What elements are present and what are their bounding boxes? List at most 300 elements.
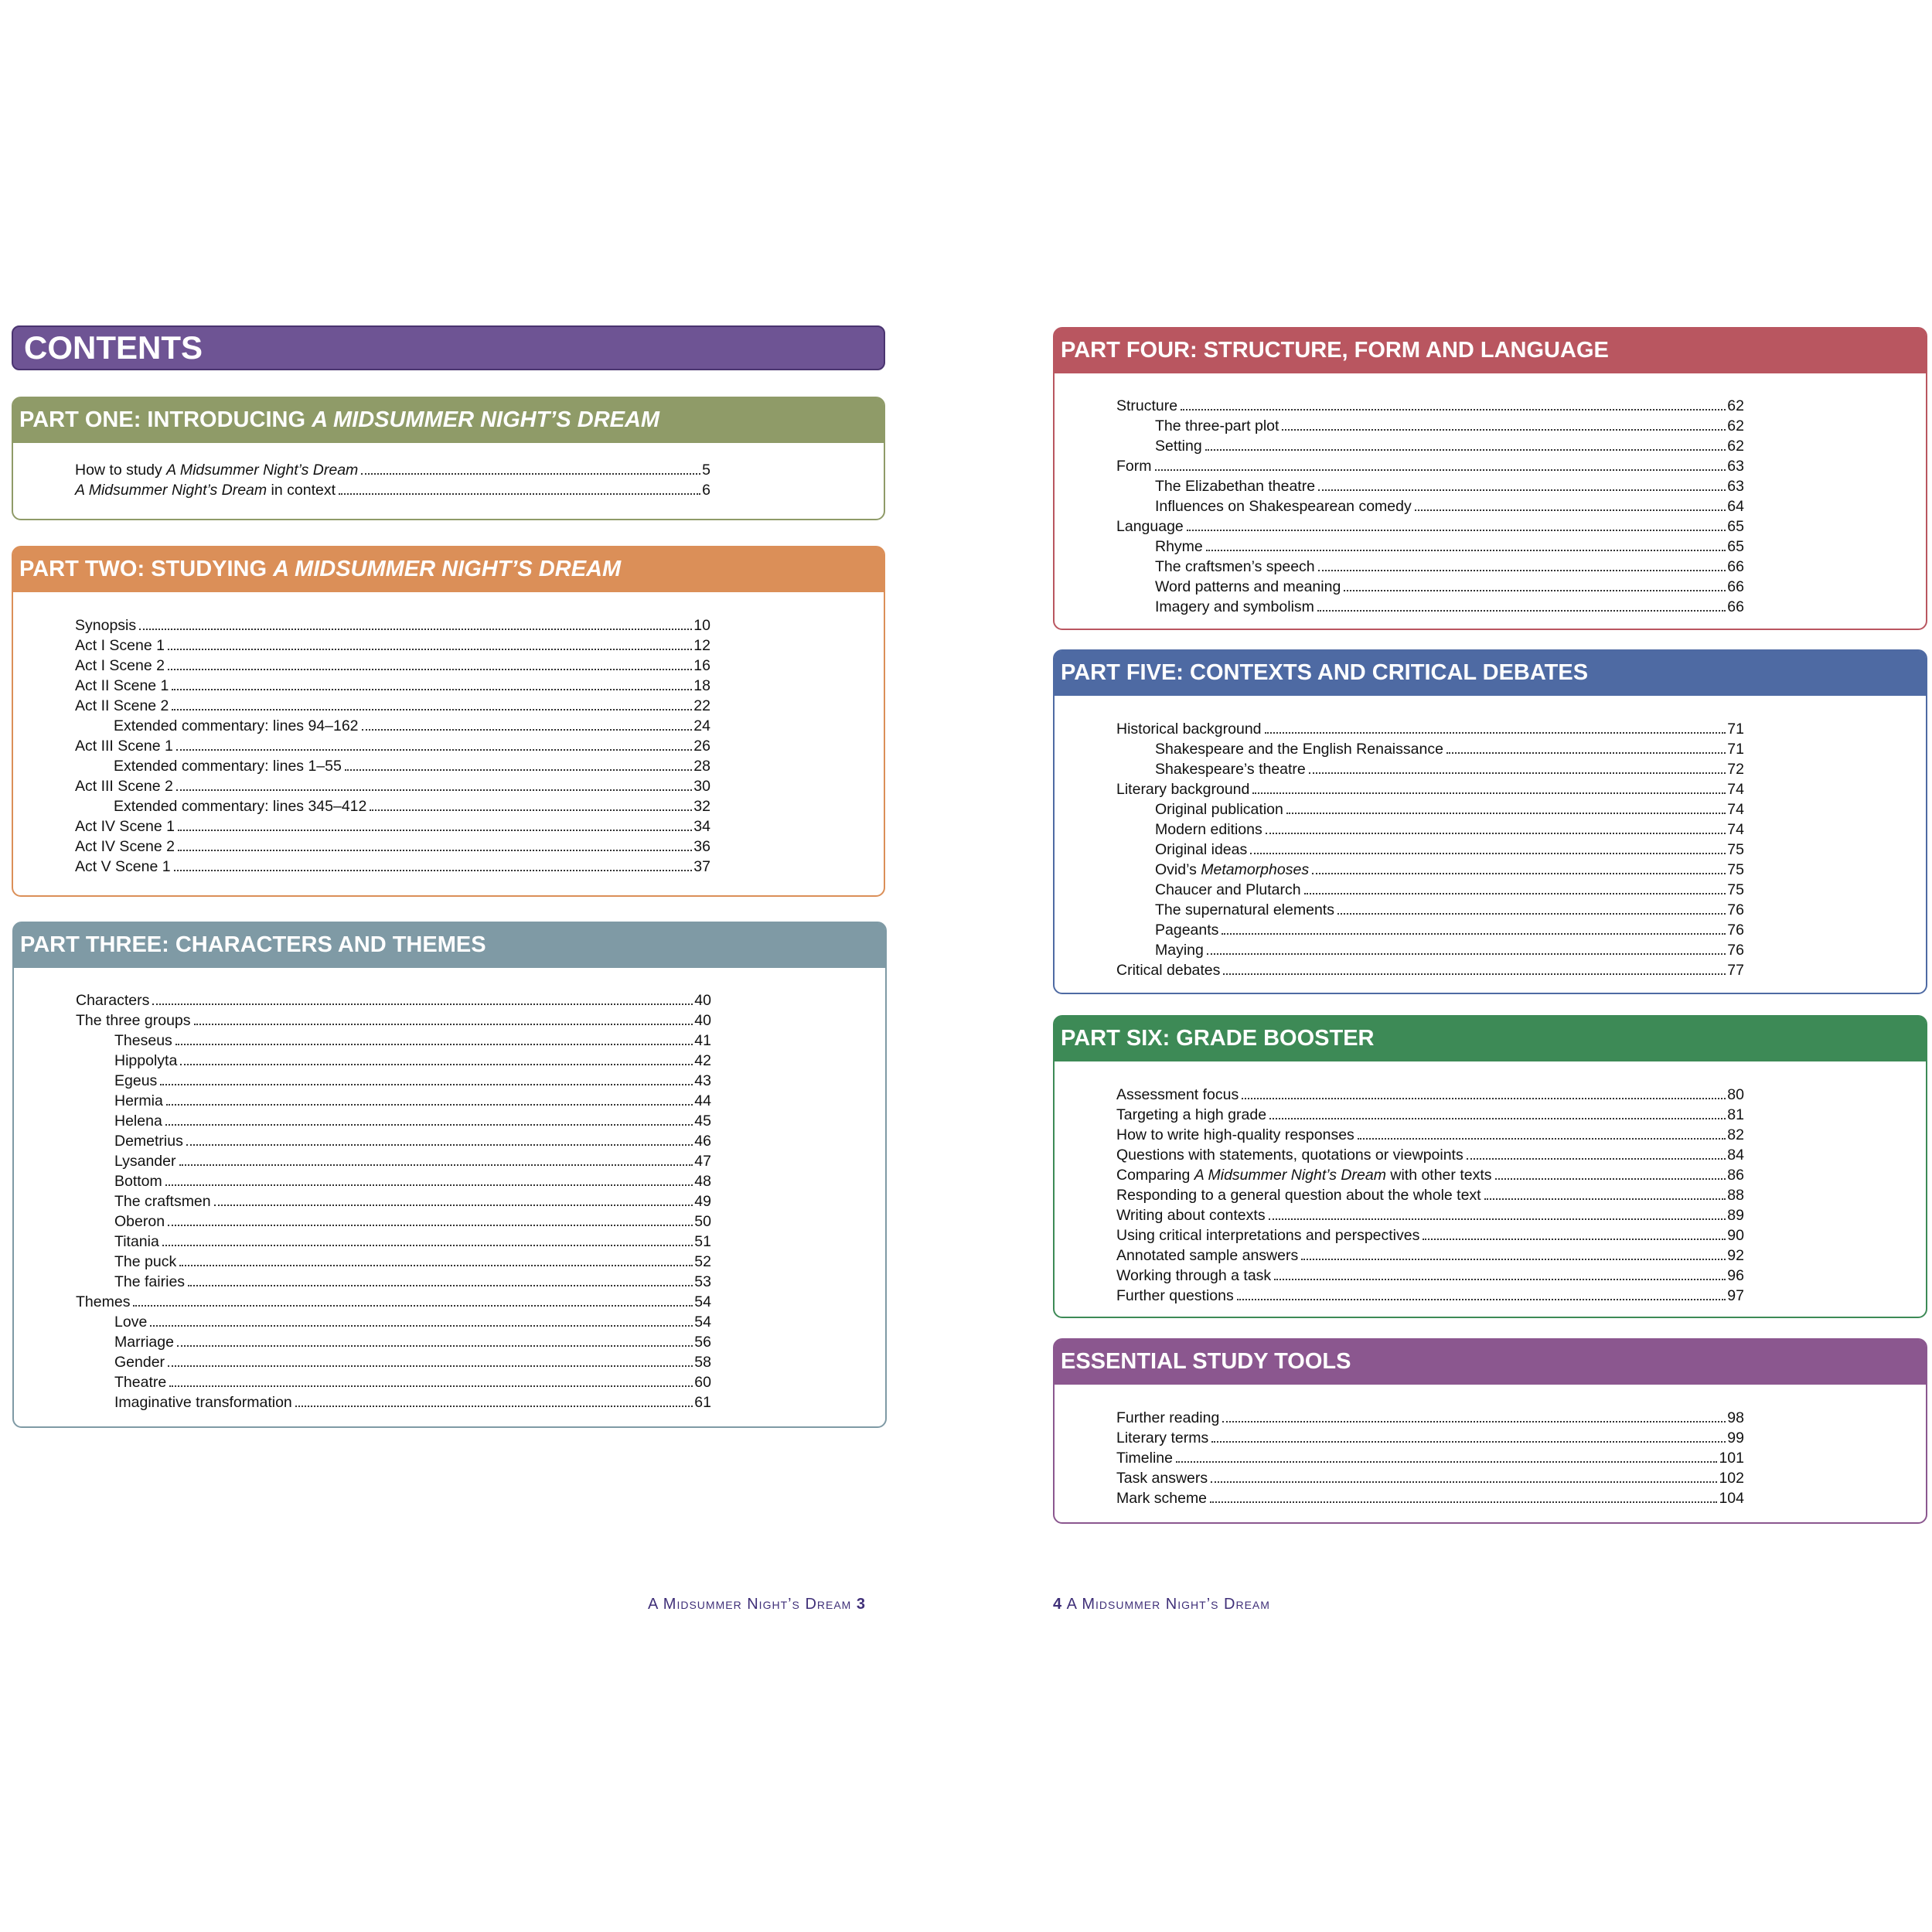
toc-entry[interactable]	[75, 635, 710, 656]
toc-entry-label	[1155, 759, 1306, 779]
toc-entry[interactable]	[114, 1272, 711, 1292]
toc-entry-label	[114, 1111, 162, 1131]
toc-page-number: 88	[1727, 1187, 1744, 1204]
toc-entry-label	[114, 1392, 292, 1412]
toc-entry[interactable]	[1116, 456, 1744, 476]
toc-entry-text: Act V Scene 1	[75, 858, 171, 875]
part-heading	[14, 923, 885, 968]
dot-leader	[1317, 610, 1726, 612]
toc-page-number: 26	[693, 738, 710, 755]
toc-entry-label	[1155, 880, 1301, 900]
toc-entry-label	[114, 796, 366, 816]
toc-entry-label	[1116, 1286, 1234, 1306]
toc-entry-text: Shakespeare’s theatre	[1155, 761, 1306, 778]
toc-entry[interactable]	[1155, 880, 1744, 900]
toc-entry-text: Working through a task	[1116, 1267, 1272, 1284]
toc-entry-label	[114, 1171, 162, 1191]
dot-leader	[345, 769, 692, 771]
dot-leader	[1274, 1279, 1726, 1280]
dot-leader	[1467, 1158, 1726, 1160]
toc-page-number: 45	[694, 1113, 711, 1130]
toc-entry[interactable]	[114, 1392, 711, 1412]
dot-leader	[1495, 1178, 1726, 1180]
toc-page-number: 6	[702, 482, 710, 499]
toc-entry[interactable]	[1116, 1286, 1744, 1306]
toc-page-number: 65	[1727, 538, 1744, 555]
toc-entry-label	[1116, 1085, 1239, 1105]
toc-page-number: 46	[694, 1133, 711, 1150]
dot-leader	[1207, 953, 1726, 955]
toc-page-number: 18	[693, 677, 710, 694]
toc-entry[interactable]	[1116, 1266, 1744, 1286]
toc-entry[interactable]	[114, 1352, 711, 1372]
toc-entry-label	[1116, 1225, 1419, 1245]
toc-entry-text: Structure	[1116, 397, 1178, 414]
toc-entry[interactable]	[114, 756, 710, 776]
toc-entry[interactable]	[1155, 940, 1744, 960]
toc-entry[interactable]	[114, 716, 710, 736]
toc-page-number: 30	[693, 778, 710, 795]
toc-entry[interactable]	[1155, 799, 1744, 819]
toc-entry[interactable]	[114, 1332, 711, 1352]
toc-entry[interactable]	[1116, 1488, 1744, 1508]
toc-entry-label	[1155, 597, 1314, 617]
toc-entry-label	[76, 990, 149, 1010]
toc-entry[interactable]	[1116, 1225, 1744, 1245]
toc-entry-label	[114, 1232, 159, 1252]
toc-entry-text: Theatre	[114, 1374, 167, 1391]
toc-entry-text: The three-part plot	[1155, 417, 1279, 434]
toc-entry-text: Writing about contexts	[1116, 1207, 1266, 1224]
part-heading-text: PART FIVE: CONTEXTS AND CRITICAL DEBATES	[1061, 660, 1589, 685]
toc-entry[interactable]	[114, 1171, 711, 1191]
dot-leader	[150, 1325, 693, 1327]
toc-entry[interactable]	[1116, 1185, 1744, 1205]
toc-page-number: 65	[1727, 518, 1744, 535]
toc-entry[interactable]	[1116, 1408, 1744, 1428]
dot-leader	[1318, 570, 1726, 571]
toc-entry[interactable]	[1116, 1125, 1744, 1145]
toc-page-number: 28	[693, 758, 710, 775]
toc-entry-label	[75, 736, 173, 756]
toc-entry[interactable]	[114, 1252, 711, 1272]
toc-entry-text: Mark scheme	[1116, 1490, 1208, 1507]
toc-entry-label	[1116, 396, 1177, 416]
toc-entry[interactable]	[1155, 577, 1744, 597]
toc-entry-text: Act III Scene 2	[75, 778, 173, 795]
toc-entry-text: Further questions	[1116, 1287, 1234, 1304]
toc-entry[interactable]	[114, 1031, 711, 1051]
toc-entry-text: Shakespeare and the English Renaissance	[1155, 741, 1443, 758]
toc-entry-text: Act II Scene 2	[75, 697, 169, 714]
toc-entry-label	[1155, 739, 1443, 759]
toc-entry[interactable]	[114, 1071, 711, 1091]
footer-left-page: 3	[856, 1596, 867, 1613]
part-heading-text: ESSENTIAL STUDY TOOLS	[1061, 1349, 1351, 1374]
toc-entry-text: Timeline	[1116, 1450, 1173, 1467]
toc-page-number: 62	[1727, 438, 1744, 455]
toc-entry[interactable]	[114, 1211, 711, 1232]
toc-entry[interactable]	[114, 1232, 711, 1252]
toc-entry-label	[75, 460, 358, 480]
toc-entry[interactable]	[1155, 840, 1744, 860]
dot-leader	[165, 1124, 693, 1126]
toc-page-number: 40	[694, 1012, 711, 1029]
toc-entry-text: Influences on Shakespearean comedy	[1155, 498, 1412, 515]
toc-page-number: 10	[693, 617, 710, 634]
toc-entry-text: Lysander	[114, 1153, 176, 1170]
toc-entry[interactable]	[1116, 719, 1744, 739]
toc-page-number: 43	[694, 1072, 711, 1089]
toc-entry[interactable]	[114, 1312, 711, 1332]
dot-leader	[1252, 792, 1726, 794]
dot-leader	[172, 709, 692, 710]
toc-page-number: 54	[694, 1293, 711, 1310]
dot-leader	[1176, 1461, 1717, 1463]
toc-page-number: 76	[1727, 922, 1744, 939]
dot-leader	[177, 1345, 693, 1347]
part-two-box	[12, 546, 885, 897]
toc-entry-label	[1116, 1145, 1463, 1165]
toc-entry[interactable]	[114, 1131, 711, 1151]
toc-entry-label	[1155, 537, 1203, 557]
toc-entry-text: Act IV Scene 2	[75, 838, 175, 855]
toc-entry[interactable]	[114, 1151, 711, 1171]
toc-entry-text: Imaginative transformation	[114, 1394, 292, 1411]
toc-entry[interactable]	[75, 480, 710, 500]
toc-entry-text: Literary terms	[1116, 1429, 1209, 1446]
toc-entry-text: Extended commentary: lines 1–55	[114, 758, 342, 775]
toc-page-number: 92	[1727, 1247, 1744, 1264]
toc-entry[interactable]	[1116, 1205, 1744, 1225]
toc-page-number: 41	[694, 1032, 711, 1049]
toc-page-number: 36	[693, 838, 710, 855]
toc-entry-label	[1155, 840, 1247, 860]
dot-leader	[139, 629, 692, 630]
toc-entry-label	[1155, 920, 1218, 940]
toc-entry[interactable]	[1116, 1145, 1744, 1165]
part-heading-text: PART TWO: STUDYING	[19, 557, 274, 581]
toc-entry[interactable]	[75, 736, 710, 756]
toc-entry-label	[1155, 819, 1262, 840]
toc-page-number: 86	[1727, 1167, 1744, 1184]
toc-entry[interactable]	[1116, 1428, 1744, 1448]
toc-entry-italic-title: A Midsummer Night’s Dream	[166, 462, 359, 479]
toc-entry[interactable]	[1155, 436, 1744, 456]
toc-page-number: 72	[1727, 761, 1744, 778]
toc-entry-label	[114, 1211, 165, 1232]
toc-entry-label	[114, 716, 359, 736]
dot-leader	[1269, 1118, 1726, 1119]
toc-entry-label	[114, 1372, 166, 1392]
toc-entry-text: The craftsmen’s speech	[1155, 558, 1315, 575]
toc-entry[interactable]	[1116, 516, 1744, 537]
toc-page-number: 74	[1727, 801, 1744, 818]
dot-leader	[1423, 1239, 1726, 1240]
toc-entry-text: Hermia	[114, 1092, 163, 1109]
toc-page-number: 51	[694, 1233, 711, 1250]
toc-entry-text: The puck	[114, 1253, 177, 1270]
toc-entry-text: Responding to a general question about the whole text	[1116, 1187, 1481, 1204]
toc-entry-label	[1155, 436, 1202, 456]
toc-entry-text: Modern editions	[1155, 821, 1262, 838]
footer-right-page: 4	[1053, 1596, 1063, 1613]
dot-leader	[168, 1365, 693, 1367]
toc-entry[interactable]	[114, 1372, 711, 1392]
dot-leader	[1155, 469, 1726, 471]
toc-entry-text: Pageants	[1155, 922, 1219, 939]
toc-entry-text: The fairies	[114, 1273, 186, 1290]
toc-entry[interactable]	[1155, 597, 1744, 617]
toc-entry[interactable]	[1116, 1165, 1744, 1185]
toc-entry[interactable]	[1155, 759, 1744, 779]
dot-leader	[362, 729, 693, 731]
toc-page-number: 62	[1727, 397, 1744, 414]
toc-entry-text: Titania	[114, 1233, 159, 1250]
toc-entry[interactable]	[1155, 819, 1744, 840]
toc-entry-label	[114, 1091, 163, 1111]
toc-entry-text: Original publication	[1155, 801, 1283, 818]
toc-entry-label	[1155, 860, 1309, 880]
toc-entry[interactable]	[1155, 739, 1744, 759]
toc-entry[interactable]	[75, 776, 710, 796]
dot-leader	[370, 809, 692, 811]
toc-page-number: 90	[1727, 1227, 1744, 1244]
toc-entry[interactable]	[75, 696, 710, 716]
toc-entry-text: Egeus	[114, 1072, 158, 1089]
toc-page-number: 80	[1727, 1086, 1744, 1103]
toc-entry-text: The three groups	[76, 1012, 191, 1029]
dot-leader	[162, 1245, 693, 1246]
toc-page-number: 34	[693, 818, 710, 835]
toc-entry[interactable]	[1116, 396, 1744, 416]
toc-entry-label	[1116, 1125, 1354, 1145]
toc-entry[interactable]	[76, 1292, 711, 1312]
dot-leader	[1250, 853, 1726, 854]
toc-entry-label	[1116, 719, 1262, 739]
toc-entry-label	[1116, 1468, 1208, 1488]
toc-page-number: 77	[1727, 962, 1744, 979]
toc-page-number: 76	[1727, 901, 1744, 918]
toc-entry-label	[1116, 516, 1184, 537]
dot-leader	[160, 1084, 693, 1085]
part-heading	[1055, 1340, 1926, 1385]
toc-entry-text: Act I Scene 1	[75, 637, 165, 654]
dot-leader	[169, 1385, 693, 1387]
toc-entry[interactable]	[76, 990, 711, 1010]
toc-entry[interactable]	[76, 1010, 711, 1031]
toc-entry-label	[75, 615, 136, 635]
toc-entry-label	[1155, 416, 1279, 436]
footer-right-title: A Midsummer Night’s Dream	[1066, 1596, 1270, 1613]
toc-page-number: 74	[1727, 781, 1744, 798]
dot-leader	[339, 493, 700, 495]
toc-entry-text: Gender	[114, 1354, 165, 1371]
toc-entry[interactable]	[1155, 476, 1744, 496]
toc-page-number: 37	[693, 858, 710, 875]
toc-page-number: 84	[1727, 1147, 1744, 1164]
dot-leader	[1337, 913, 1726, 915]
toc-entry[interactable]	[1116, 1468, 1744, 1488]
toc-entry-text: Setting	[1155, 438, 1202, 455]
toc-entry-label	[1155, 900, 1334, 920]
toc-entry[interactable]	[1116, 960, 1744, 980]
toc-entry[interactable]	[75, 816, 710, 837]
toc-entry[interactable]	[114, 1051, 711, 1071]
toc-page-number: 50	[694, 1213, 711, 1230]
toc-entry-label	[1116, 960, 1220, 980]
part-heading-text: PART ONE: INTRODUCING	[19, 407, 312, 432]
toc-entry-label	[1116, 1205, 1266, 1225]
toc-page-number: 5	[702, 462, 710, 479]
dot-leader	[1210, 1501, 1717, 1503]
toc-entry-text-suffix: with other texts	[1385, 1167, 1492, 1184]
toc-entry[interactable]	[1116, 1085, 1744, 1105]
toc-page-number: 64	[1727, 498, 1744, 515]
toc-entry-label	[75, 480, 336, 500]
dot-leader	[165, 1184, 693, 1186]
part-heading	[1055, 651, 1926, 696]
toc-entry-text: Using critical interpretations and perspectives	[1116, 1227, 1420, 1244]
dot-leader	[1206, 550, 1726, 551]
toc-entry-text: The supernatural elements	[1155, 901, 1334, 918]
toc-page-number: 98	[1727, 1409, 1744, 1426]
toc-entry[interactable]	[114, 1111, 711, 1131]
toc-page-number: 48	[694, 1173, 711, 1190]
toc-page-number: 22	[693, 697, 710, 714]
toc-entry[interactable]	[114, 1091, 711, 1111]
toc-entry-text: Imagery and symbolism	[1155, 598, 1314, 615]
toc-entry[interactable]	[75, 615, 710, 635]
toc-page-number: 74	[1727, 821, 1744, 838]
toc-entry[interactable]	[1116, 1448, 1744, 1468]
toc-entry-label	[75, 776, 173, 796]
toc-entry-label	[114, 1312, 147, 1332]
toc-entry-text: Assessment focus	[1116, 1086, 1239, 1103]
toc-entry[interactable]	[1155, 557, 1744, 577]
toc-entry[interactable]	[1155, 496, 1744, 516]
toc-entry-label	[75, 696, 169, 716]
part-heading-text: PART FOUR: STRUCTURE, FORM AND LANGUAGE	[1061, 338, 1609, 363]
dot-leader	[1222, 933, 1726, 935]
toc-entry-text: Theseus	[114, 1032, 172, 1049]
toc-page-number: 104	[1719, 1490, 1744, 1507]
dot-leader	[1446, 752, 1726, 754]
toc-entry-label	[114, 1352, 165, 1372]
toc-entry-text: Literary background	[1116, 781, 1250, 798]
toc-entry-text: Marriage	[114, 1334, 174, 1351]
toc-entry[interactable]	[1155, 920, 1744, 940]
part-heading-title: A MIDSUMMER NIGHT’S DREAM	[312, 407, 660, 432]
toc-entry-label	[1155, 476, 1315, 496]
toc-entry[interactable]	[1116, 1245, 1744, 1266]
toc-entry-label	[1116, 1165, 1492, 1185]
toc-entry-label	[75, 656, 165, 676]
toc-page-number: 44	[694, 1092, 711, 1109]
toc-entry-label	[1116, 1266, 1271, 1286]
toc-entry-label	[114, 1272, 185, 1292]
dot-leader	[168, 649, 692, 650]
toc-entry-text: Task answers	[1116, 1470, 1208, 1487]
toc-entry[interactable]	[1155, 537, 1744, 557]
toc-entry[interactable]	[75, 676, 710, 696]
toc-entry-label	[1116, 1488, 1207, 1508]
toc-entry[interactable]	[1155, 416, 1744, 436]
dot-leader	[295, 1406, 693, 1407]
dot-leader	[1211, 1441, 1726, 1443]
dot-leader	[1358, 1138, 1726, 1140]
toc-entry-label	[1116, 1245, 1298, 1266]
toc-entry-text: Historical background	[1116, 721, 1262, 738]
toc-page-number: 89	[1727, 1207, 1744, 1224]
footer-right	[1053, 1596, 1270, 1613]
dot-leader	[1304, 893, 1726, 894]
toc-entry[interactable]	[114, 1191, 711, 1211]
toc-entry-text: Themes	[76, 1293, 131, 1310]
part-heading	[1055, 1017, 1926, 1061]
toc-entry-label	[75, 857, 171, 877]
toc-entry-italic-title: Metamorphoses	[1201, 861, 1310, 878]
toc-entry[interactable]	[75, 460, 710, 480]
toc-entry-label	[114, 1051, 177, 1071]
toc-entry[interactable]	[1116, 1105, 1744, 1125]
dot-leader	[175, 1044, 693, 1045]
toc-entry-label	[114, 1191, 211, 1211]
toc-entry-label	[75, 676, 169, 696]
toc-entry-text: Ovid’s	[1155, 861, 1201, 878]
toc-page-number: 96	[1727, 1267, 1744, 1284]
toc-entry-label	[1155, 577, 1341, 597]
toc-page-number: 81	[1727, 1106, 1744, 1123]
footer-left	[648, 1596, 866, 1613]
toc-page-number: 32	[693, 798, 710, 815]
essential-study-tools-box	[1053, 1338, 1927, 1524]
dot-leader	[178, 850, 692, 851]
toc-entry-text: The Elizabethan theatre	[1155, 478, 1316, 495]
toc-entry-text: How to study	[75, 462, 167, 479]
toc-page-number: 101	[1719, 1450, 1744, 1467]
dot-leader	[1318, 489, 1726, 491]
toc-page-number: 75	[1727, 881, 1744, 898]
toc-entry-text: Act IV Scene 1	[75, 818, 175, 835]
toc-entry[interactable]	[1155, 900, 1744, 920]
dot-leader	[179, 1265, 693, 1266]
dot-leader	[1223, 973, 1726, 975]
toc-entry-text: Extended commentary: lines 345–412	[114, 798, 367, 815]
toc-entry[interactable]	[75, 837, 710, 857]
dot-leader	[1344, 590, 1726, 591]
toc-entry-italic-title: A Midsummer Night’s Dream	[75, 482, 267, 499]
toc-page-number: 97	[1727, 1287, 1744, 1304]
dot-leader	[152, 1003, 693, 1005]
toc-page-number: 82	[1727, 1126, 1744, 1143]
toc-entry[interactable]	[1155, 860, 1744, 880]
toc-entry[interactable]	[1116, 779, 1744, 799]
toc-entry[interactable]	[114, 796, 710, 816]
part-three-box	[12, 922, 887, 1428]
toc-entry-text: Language	[1116, 518, 1184, 535]
toc-page-number: 75	[1727, 841, 1744, 858]
toc-entry[interactable]	[75, 857, 710, 877]
toc-entry-label	[75, 816, 175, 837]
toc-page-number: 66	[1727, 558, 1744, 575]
toc-entry-text: Love	[114, 1314, 148, 1331]
toc-entry-text: Original ideas	[1155, 841, 1248, 858]
dot-leader	[166, 1104, 693, 1106]
toc-entry[interactable]	[75, 656, 710, 676]
dot-leader	[1301, 1259, 1726, 1260]
toc-page-number: 75	[1727, 861, 1744, 878]
